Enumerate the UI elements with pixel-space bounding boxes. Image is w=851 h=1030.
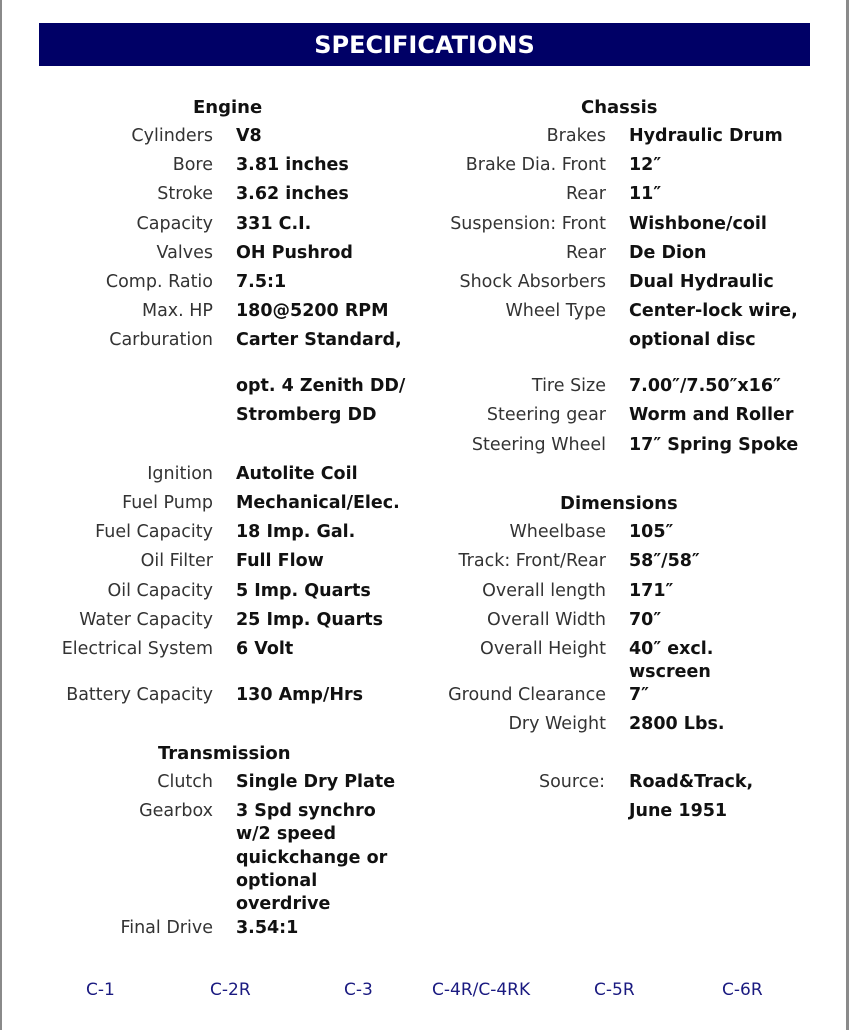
spec-label: Dry Weight bbox=[508, 714, 606, 734]
spec-value: overdrive bbox=[236, 894, 331, 914]
spec-label: Stroke bbox=[157, 184, 213, 204]
spec-label: Brakes bbox=[546, 126, 606, 146]
spec-label: Overall Height bbox=[480, 639, 606, 659]
page-title: SPECIFICATIONS bbox=[39, 23, 810, 66]
spec-label: Tire Size bbox=[531, 376, 606, 396]
spec-value: 331 C.I. bbox=[236, 214, 312, 234]
spec-value: V8 bbox=[236, 126, 262, 146]
nav-link-c6r[interactable]: C-6R bbox=[722, 980, 763, 1000]
source-label: Source: bbox=[538, 772, 605, 792]
spec-value: 17″ Spring Spoke bbox=[629, 435, 799, 455]
spec-value: 3.81 inches bbox=[236, 155, 349, 175]
spec-value: Full Flow bbox=[236, 551, 324, 571]
spec-label: Carburation bbox=[109, 330, 213, 350]
spec-label: Gearbox bbox=[139, 801, 213, 821]
spec-value: 3.62 inches bbox=[236, 184, 349, 204]
spec-value: Single Dry Plate bbox=[236, 772, 396, 792]
spec-value: 70″ bbox=[629, 610, 662, 630]
spec-label: Steering Wheel bbox=[471, 435, 606, 455]
spec-label: Wheelbase bbox=[509, 522, 606, 542]
spec-value: Wishbone/coil bbox=[629, 214, 767, 234]
spec-label: Shock Absorbers bbox=[459, 272, 606, 292]
spec-label: Comp. Ratio bbox=[105, 272, 213, 292]
spec-label: Water Capacity bbox=[79, 610, 213, 630]
nav-link-c5r[interactable]: C-5R bbox=[594, 980, 635, 1000]
nav-link-c1-current: C-1 bbox=[86, 980, 115, 1000]
nav-link-c3[interactable]: C-3 bbox=[344, 980, 373, 1000]
spec-value: 11″ bbox=[629, 184, 662, 204]
spec-value: 25 Imp. Quarts bbox=[236, 610, 384, 630]
spec-value: 180@5200 RPM bbox=[236, 301, 389, 321]
spec-label: Clutch bbox=[157, 772, 213, 792]
spec-value: opt. 4 Zenith DD/ bbox=[236, 376, 406, 396]
spec-label: Overall length bbox=[482, 581, 606, 601]
spec-value: optional disc bbox=[629, 330, 756, 350]
spec-value: 171″ bbox=[629, 581, 674, 601]
source-line: June 1951 bbox=[629, 801, 728, 821]
spec-value: 130 Amp/Hrs bbox=[236, 685, 364, 705]
spec-label: Oil Filter bbox=[140, 551, 213, 571]
spec-value: wscreen bbox=[629, 662, 711, 682]
spec-label: Rear bbox=[565, 243, 606, 263]
dimensions-heading: Dimensions bbox=[560, 493, 678, 514]
spec-label: Rear bbox=[565, 184, 606, 204]
spec-value: 12″ bbox=[629, 155, 662, 175]
spec-label: Wheel Type bbox=[505, 301, 606, 321]
spec-value: 5 Imp. Quarts bbox=[236, 581, 371, 601]
spec-value: Worm and Roller bbox=[629, 405, 794, 425]
nav-link-c2r[interactable]: C-2R bbox=[210, 980, 251, 1000]
spec-value: w/2 speed bbox=[236, 824, 337, 844]
spec-value: 105″ bbox=[629, 522, 674, 542]
spec-label: Ground Clearance bbox=[448, 685, 606, 705]
spec-label: Electrical System bbox=[61, 639, 213, 659]
spec-value: 40″ excl. bbox=[629, 639, 714, 659]
spec-label: Suspension: Front bbox=[450, 214, 606, 234]
spec-value: optional bbox=[236, 871, 318, 891]
spec-label: Final Drive bbox=[120, 918, 213, 938]
chassis-heading: Chassis bbox=[581, 97, 658, 118]
spec-value: 3.54:1 bbox=[236, 918, 299, 938]
spec-label: Overall Width bbox=[487, 610, 606, 630]
spec-value: De Dion bbox=[629, 243, 707, 263]
spec-label: Capacity bbox=[136, 214, 213, 234]
spec-value: 7.00″/7.50″x16″ bbox=[629, 376, 781, 396]
spec-label: Steering gear bbox=[486, 405, 606, 425]
spec-label: Fuel Pump bbox=[122, 493, 213, 513]
spec-label: Oil Capacity bbox=[107, 581, 213, 601]
spec-value: Autolite Coil bbox=[236, 464, 358, 484]
spec-label: Cylinders bbox=[131, 126, 213, 146]
spec-value: Center-lock wire, bbox=[629, 301, 798, 321]
source-line: Road&Track, bbox=[629, 772, 754, 792]
page-border-right bbox=[846, 0, 849, 1030]
spec-value: 18 Imp. Gal. bbox=[236, 522, 356, 542]
spec-label: Track: Front/Rear bbox=[458, 551, 606, 571]
spec-value: Carter Standard, bbox=[236, 330, 402, 350]
spec-value: OH Pushrod bbox=[236, 243, 353, 263]
spec-value: 6 Volt bbox=[236, 639, 294, 659]
spec-value: 2800 Lbs. bbox=[629, 714, 725, 734]
engine-heading: Engine bbox=[193, 97, 263, 118]
spec-value: 58″/58″ bbox=[629, 551, 700, 571]
spec-label: Brake Dia. Front bbox=[465, 155, 606, 175]
spec-label: Fuel Capacity bbox=[95, 522, 213, 542]
spec-label: Valves bbox=[156, 243, 213, 263]
nav-link-c4r-c4rk[interactable]: C-4R/C-4RK bbox=[432, 980, 531, 1000]
spec-value: 7.5:1 bbox=[236, 272, 287, 292]
spec-value: Mechanical/Elec. bbox=[236, 493, 400, 513]
spec-label: Bore bbox=[172, 155, 213, 175]
spec-value: Stromberg DD bbox=[236, 405, 377, 425]
spec-value: quickchange or bbox=[236, 848, 388, 868]
spec-value: 3 Spd synchro bbox=[236, 801, 376, 821]
spec-value: Dual Hydraulic bbox=[629, 272, 774, 292]
spec-label: Ignition bbox=[147, 464, 213, 484]
spec-value: Hydraulic Drum bbox=[629, 126, 783, 146]
spec-label: Battery Capacity bbox=[66, 685, 213, 705]
spec-value: 7″ bbox=[629, 685, 649, 705]
transmission-heading: Transmission bbox=[158, 743, 291, 764]
spec-label: Max. HP bbox=[141, 301, 213, 321]
